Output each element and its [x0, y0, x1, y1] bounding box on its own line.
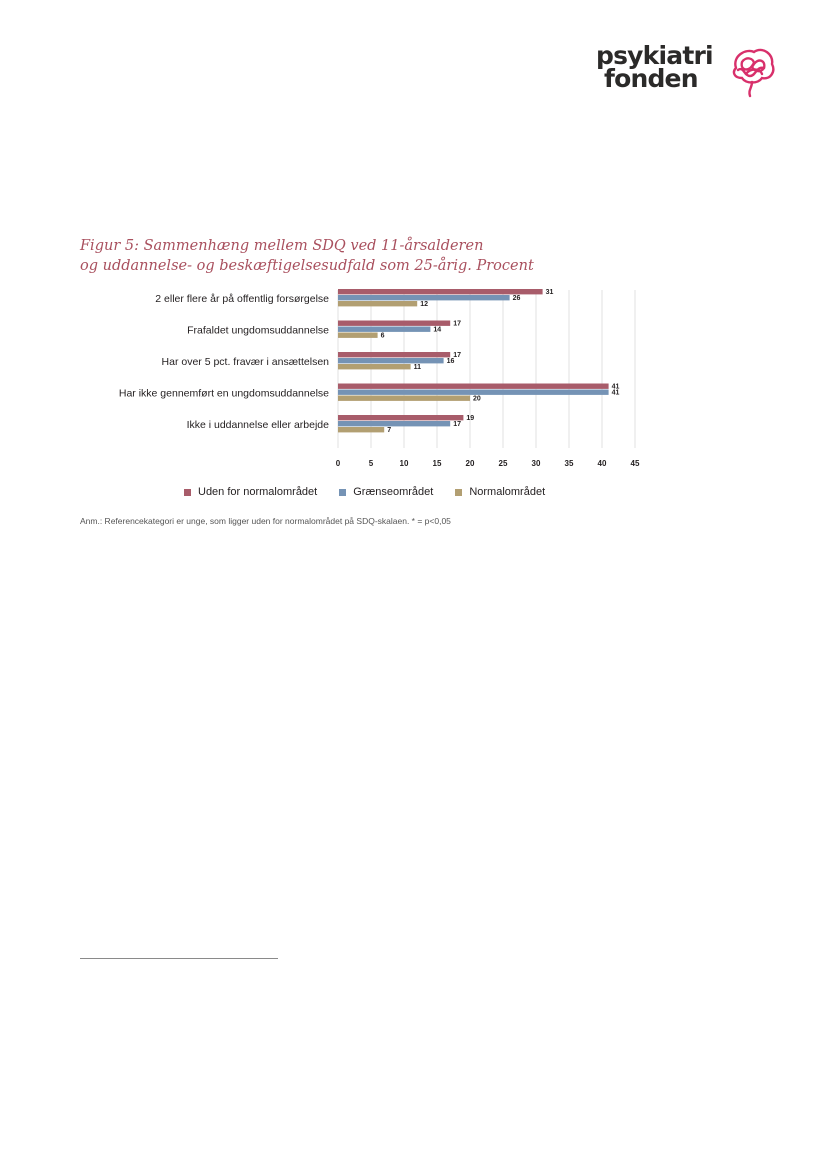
- logo-line-1: psykiatri: [596, 41, 713, 70]
- bar: [338, 358, 444, 363]
- legend-label: Uden for normalområdet: [198, 486, 318, 498]
- bar: [338, 327, 430, 332]
- legend-swatch: [455, 489, 462, 496]
- bar: [338, 421, 450, 426]
- bar: [338, 321, 450, 326]
- data-label: 17: [453, 352, 461, 360]
- footnote-divider: [80, 958, 278, 959]
- data-label: 7: [387, 427, 392, 435]
- bar: [338, 415, 463, 420]
- data-label: 17: [453, 320, 461, 328]
- x-tick-label: 15: [432, 459, 442, 468]
- data-label: 6: [380, 332, 385, 340]
- category-label: Frafaldet ungdomsuddannelse: [187, 324, 329, 337]
- figure-note: Anm.: Referencekategori er unge, som ligger uden for normalområdet på SDQ-skalaen. * = p<0,05: [80, 516, 451, 526]
- legend-swatch: [184, 489, 191, 496]
- data-label: 20: [473, 395, 481, 403]
- bar-chart: [0, 280, 827, 480]
- data-label: 31: [545, 289, 554, 297]
- legend-item: [455, 486, 545, 498]
- psykiatrifonden-logo: [596, 41, 781, 100]
- category-label: Har over 5 pct. fravær i ansættelsen: [161, 356, 329, 368]
- x-tick-label: 25: [498, 459, 508, 468]
- bar: [338, 301, 417, 306]
- x-tick-label: 0: [335, 459, 341, 468]
- brain-scribble-icon: [730, 46, 776, 100]
- x-tick-label: 30: [531, 459, 541, 468]
- category-label: Ikke i uddannelse eller arbejde: [186, 419, 329, 431]
- logo-line-2: fonden: [604, 64, 698, 93]
- data-label: 41: [611, 383, 620, 391]
- figure-title-line-1: Figur 5: Sammenhæng mellem SDQ ved 11-årsalderen: [80, 238, 484, 254]
- logo-wordmark: [596, 41, 713, 93]
- category-label: 2 eller flere år på offentlig forsørgelse: [155, 293, 329, 305]
- legend-item: [184, 486, 317, 498]
- bar: [338, 396, 470, 401]
- bar: [338, 352, 450, 357]
- bar: [338, 289, 543, 294]
- data-label: 26: [512, 295, 521, 303]
- legend-item: [339, 486, 433, 498]
- bar: [338, 427, 384, 432]
- data-label: 16: [446, 358, 455, 366]
- data-label: 19: [466, 415, 475, 423]
- x-tick-label: 40: [597, 459, 607, 468]
- bar: [338, 295, 510, 300]
- legend-swatch: [339, 489, 346, 496]
- data-label: 12: [420, 301, 428, 309]
- data-label: 41: [611, 389, 620, 397]
- bar: [338, 333, 378, 338]
- legend-label: Normalområdet: [469, 486, 546, 498]
- x-tick-label: 35: [564, 459, 574, 468]
- category-label: Har ikke gennemført en ungdomsuddannelse: [118, 387, 329, 400]
- figure-title: [80, 236, 580, 276]
- x-tick-label: 10: [399, 459, 409, 468]
- x-tick-label: 45: [630, 459, 640, 468]
- figure-title-line-2: og uddannelse- og beskæftigelsesudfald som 25-årig. Procent: [80, 258, 534, 274]
- bar: [338, 390, 609, 395]
- data-label: 11: [413, 364, 422, 372]
- x-tick-label: 20: [465, 459, 475, 468]
- bar: [338, 364, 411, 369]
- x-tick-label: 5: [368, 459, 374, 468]
- bar: [338, 384, 609, 389]
- chart-legend: [184, 486, 545, 498]
- data-label: 14: [433, 326, 442, 334]
- data-label: 17: [453, 421, 461, 429]
- legend-label: Grænseområdet: [353, 486, 434, 498]
